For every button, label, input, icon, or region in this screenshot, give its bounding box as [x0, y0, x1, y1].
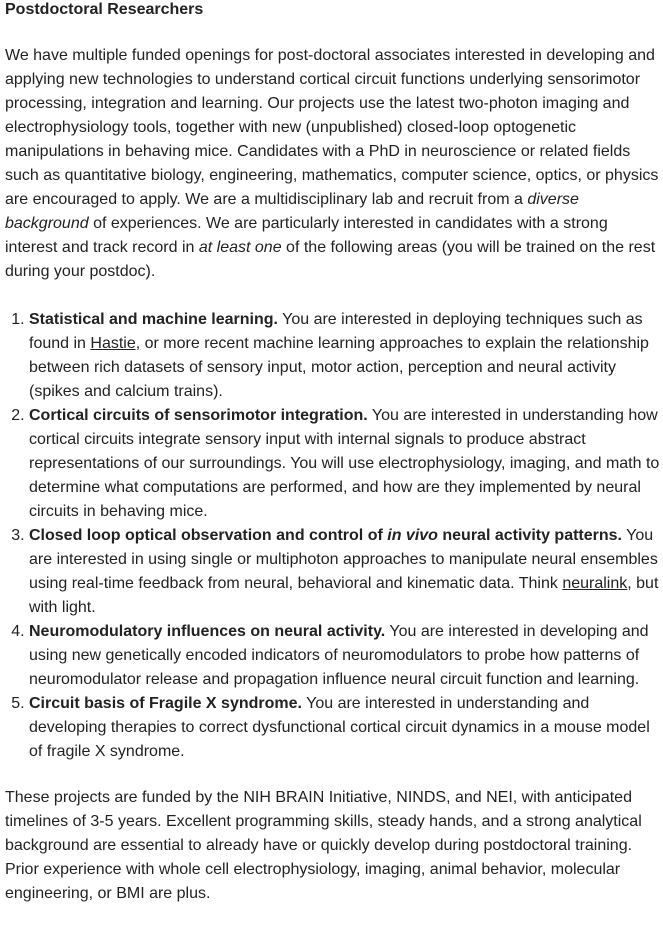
area-text: You are interested in understanding and developing therapies to correct dysfunctional cortical circuit dynamics in a mouse model of fragile X syndrome. — [29, 695, 650, 760]
area-heading-part: Closed loop optical observation and control of — [29, 527, 388, 544]
area-text: You are interested in deploying techniques such as found in — [29, 311, 643, 352]
area-heading: Circuit basis of Fragile X syndrome. — [29, 695, 302, 712]
intro-paragraph — [5, 44, 660, 284]
list-item — [29, 308, 660, 404]
area-heading: Cortical circuits of sensorimotor integration. — [29, 407, 368, 424]
list-item — [29, 404, 660, 524]
page-title: Postdoctoral Researchers — [5, 1, 204, 18]
intro-text-2: of experiences. We are particularly interested in candidates with a strong interest and track record in — [5, 215, 608, 256]
intro-emphasis-at-least-one: at least one — [198, 239, 282, 256]
area-text: , but with light. — [29, 575, 659, 616]
intro-text-1: We have multiple funded openings for post-doctoral associates interested in developing and applying new technologies to understand cortical circuit functions underlying sensorimotor processing, integration and learning. Our projects use the latest two-photon imaging and electrophysiology tools, together with new (unpublished) closed-loop optogenetic manipulations in behaving mice. Candidates with a PhD in neuroscience or related fields such as quantitative biology, engineering, mathematics, computer science, optics, or physics are encouraged to apply. We are a multidisciplinary lab and recruit from a — [5, 47, 659, 208]
area-heading: Neuromodulatory influences on neural activity. — [29, 623, 386, 640]
outro-paragraph: These projects are funded by the NIH BRAIN Initiative, NINDS, and NEI, with anticipated timelines of 3-5 years. Excellent programming skills, steady hands, and a strong analytical background are essential to already have or quickly develop during postdoctoral training. Prior experience with whole cell electrophysiology, imaging, animal behavior, molecular engineering, or BMI are plus. — [5, 789, 642, 902]
hastie-link[interactable]: Hastie, — [90, 335, 141, 352]
area-text: You are interested in using single or multiphoton approaches to manipulate neural ensembles using real-time feedback from neural, behavioral and kinematic data. Think — [29, 527, 658, 592]
area-heading — [29, 527, 622, 544]
area-text: You are interested in understanding how cortical circuits integrate sensory input with internal signals to produce abstract representations of our surroundings. You will use electrophysiology, imaging, and math to determine what computations are performed, and how are they implemented by neural circuits in behaving mice. — [29, 407, 660, 520]
list-item — [29, 524, 660, 620]
area-text: or more recent machine learning approaches to explain the relationship between rich datasets of sensory input, motor action, perception and neural activity (spikes and calcium trains). — [29, 335, 649, 400]
area-heading-emphasis: in vivo — [387, 527, 438, 544]
list-item — [29, 692, 660, 764]
area-heading-part: neural activity patterns. — [437, 527, 622, 544]
intro-text-3: of the following areas (you will be trained on the rest during your postdoc). — [5, 239, 656, 280]
list-item — [29, 620, 660, 692]
neuralink-link[interactable]: neuralink — [562, 575, 628, 592]
area-heading: Statistical and machine learning. — [29, 311, 278, 328]
area-text: You are interested in developing and using new genetically encoded indicators of neuromodulators to probe how patterns of neuromodulator release and propagation influence neural circuit function and learning. — [29, 623, 649, 688]
research-areas-list — [5, 308, 660, 764]
intro-emphasis-diverse: diverse background — [5, 191, 579, 232]
